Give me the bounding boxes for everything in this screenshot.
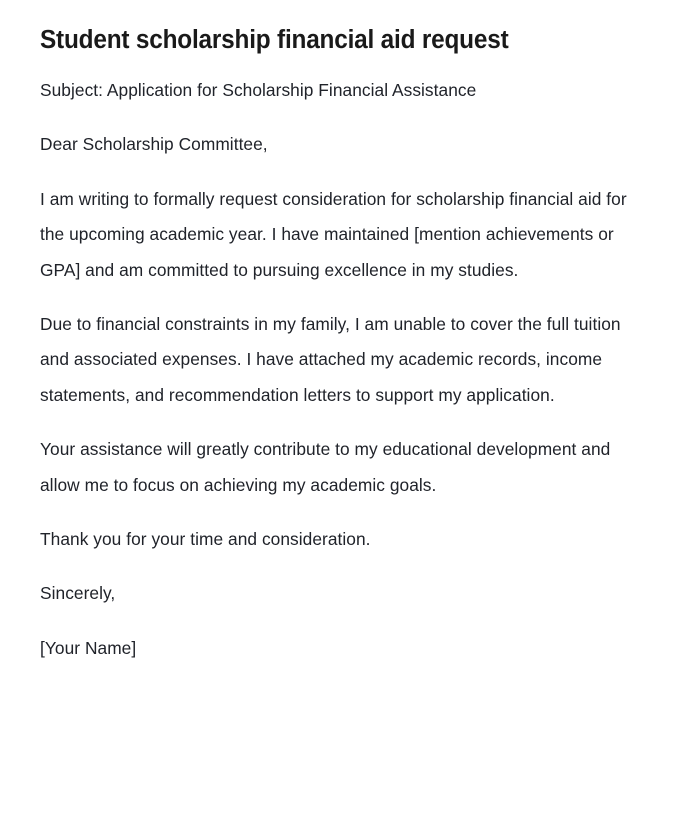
- page-title: Student scholarship financial aid request: [40, 26, 509, 54]
- letter-body: [40, 73, 655, 666]
- signature-placeholder: [Your Name]: [40, 637, 137, 658]
- paragraph-financial-need: Due to financial constraints in my family, I am unable to cover the full tuition and associated expenses. I have attached my academic records, income statements, and recommendation letters to support my application.: [40, 314, 621, 405]
- paragraph-request: I am writing to formally request consideration for scholarship financial aid for the upcoming academic year. I have maintained [mention achievements or GPA] and am committed to pursuing excellence in my studies.: [40, 188, 627, 280]
- subject-line: Subject: Application for Scholarship Financial Assistance: [40, 80, 477, 100]
- paragraph-impact: Your assistance will greatly contribute to my educational development and allow me to focus on achieving my academic goals.: [40, 439, 611, 495]
- closing: Sincerely,: [40, 583, 116, 604]
- paragraph-thanks: Thank you for your time and consideration.: [40, 529, 371, 550]
- salutation: Dear Scholarship Committee,: [40, 134, 268, 155]
